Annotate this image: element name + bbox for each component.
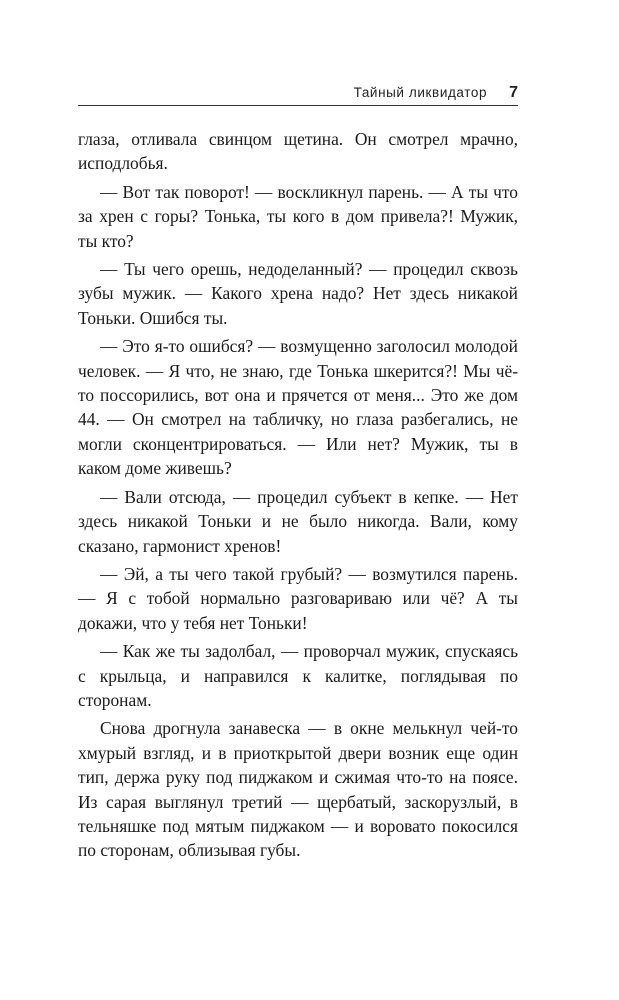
running-head-title: Тайный ликвидатор xyxy=(353,85,488,100)
paragraph-dialogue: — Это я-то ошибся? — возмущенно заголосил молодой человек. — Я что, не знаю, где Тонька шкерится?! Мы чё-то поссорились, вот она и прячется от меня... Это же дом 44. — Он смотрел на табличку, но глаза разбегались, не могли сконцентрироваться. — Или нет? Мужик, ты в каком доме живешь? xyxy=(78,336,518,479)
paragraph-continuation: глаза, отливала свинцом щетина. Он смотрел мрачно, исподлобья. xyxy=(78,129,518,174)
page-number: 7 xyxy=(509,84,518,101)
body-text xyxy=(78,127,518,867)
paragraph-dialogue: — Эй, а ты чего такой грубый? — возмутился парень. — Я с тобой нормально разговариваю или чё? А ты докажи, что у тебя нет Тоньки! xyxy=(78,563,518,633)
paragraph-dialogue: — Ты чего орешь, недоделанный? — процедил сквозь зубы мужик. — Какого хрена надо? Нет здесь никакой Тоньки. Ошибся ты. xyxy=(78,259,518,328)
paragraph-dialogue: — Вот так поворот! — воскликнул парень. — А ты что за хрен с горы? Тонька, ты кого в дом привела?! Мужик, ты кто? xyxy=(78,181,518,251)
paragraph-narration: Снова дрогнула занавеска — в окне мелькнул чей-то хмурый взгляд, и в приоткрытой двери возник еще один тип, держа руку под пиджаком и сжимая что-то на поясе. Из сарая выглянул третий — щербатый, заскорузлый, в тельняшке под мятым пиджаком — и вороватo покосился по сторонам, облизывая губы. xyxy=(78,718,518,861)
header-rule xyxy=(78,105,518,106)
running-header xyxy=(78,84,518,106)
paragraph-dialogue: — Как же ты задолбал, — проворчал мужик, спускаясь с крыльца, и направился к калитке, поглядывая по сторонам. xyxy=(78,641,518,710)
paragraph-dialogue: — Вали отсюда, — процедил субъект в кепке. — Нет здесь никакой Тоньки и не было никогда. Вали, кому сказано, гармонист хренов! xyxy=(78,486,518,556)
